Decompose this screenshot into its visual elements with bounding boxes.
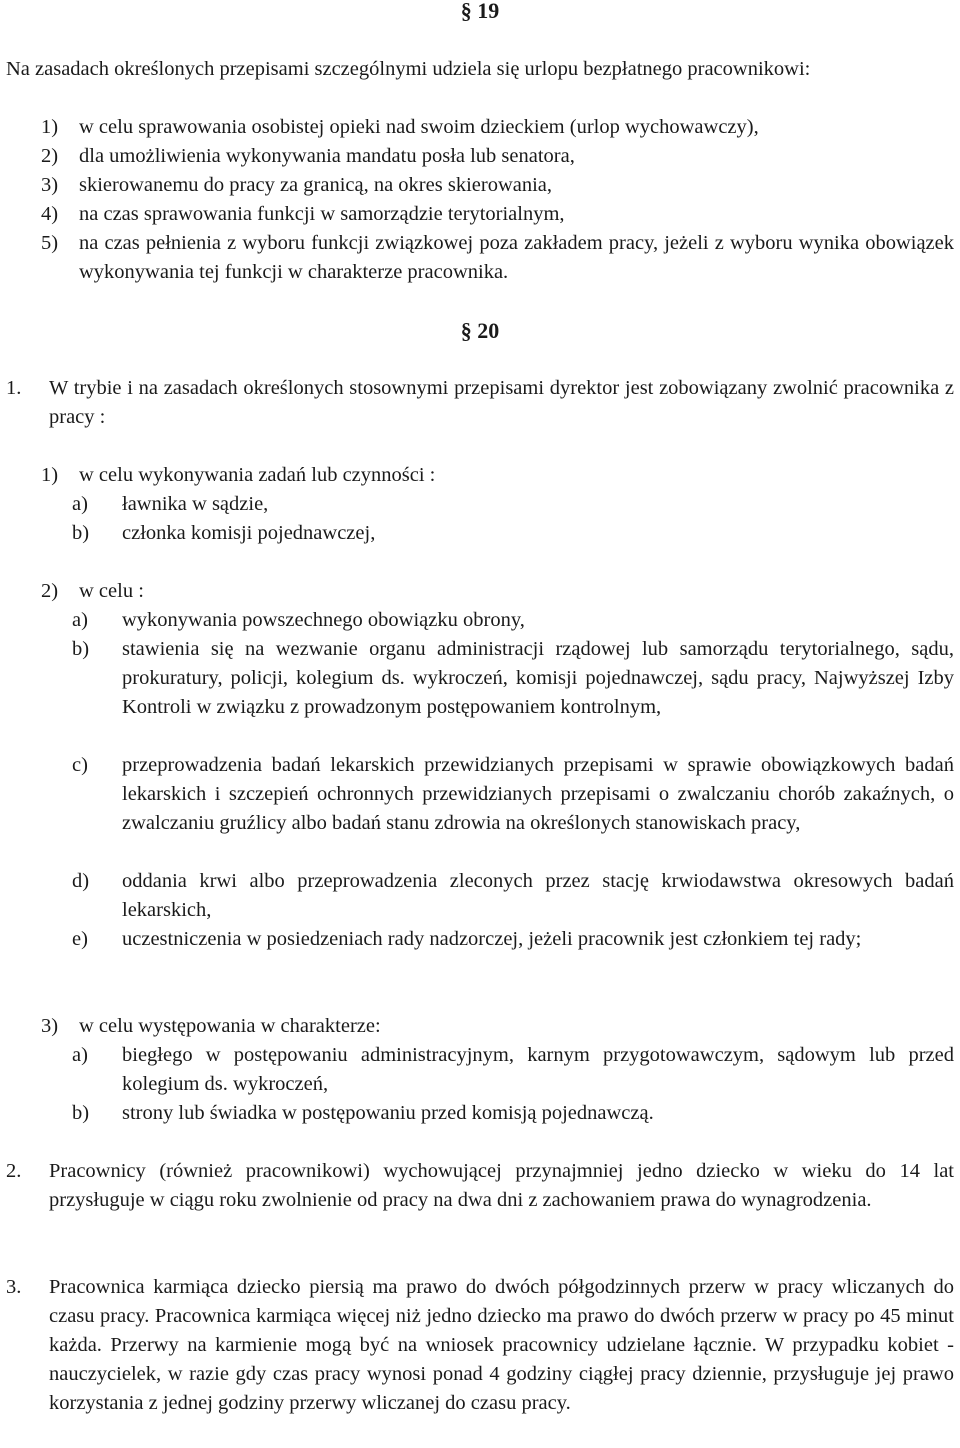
list-item <box>0 461 960 490</box>
item-text: na czas pełnienia z wyboru funkcji związkowej poza zakładem pracy, jeżeli z wyboru wynika obowiązek wykonywania tej funkcji w charakterze pracownika. <box>79 232 954 283</box>
item-number: 3) <box>41 174 59 196</box>
paragraph-number: 2. <box>6 1160 22 1182</box>
sub-item-letter: a) <box>72 493 88 515</box>
list-item <box>0 229 960 287</box>
sub-item <box>0 635 960 751</box>
item-number: 5) <box>41 232 59 254</box>
sub-item <box>0 925 960 983</box>
item-text: w celu występowania w charakterze: <box>79 1015 381 1037</box>
item-text: skierowanemu do pracy za granicą, na okres skierowania, <box>79 174 553 196</box>
sub-item <box>0 867 960 925</box>
item-number: 4) <box>41 203 59 225</box>
list-item <box>0 577 960 606</box>
sub-item <box>0 1099 960 1128</box>
item-number: 2) <box>41 145 59 167</box>
item-text: na czas sprawowania funkcji w samorządzie terytorialnym, <box>79 203 565 225</box>
item-number: 1) <box>41 464 59 486</box>
sub-item-letter: b) <box>72 1102 90 1124</box>
item-number: 3) <box>41 1015 59 1037</box>
sub-item-letter: b) <box>72 522 90 544</box>
section-19-intro: Na zasadach określonych przepisami szczególnymi udziela się urlopu bezpłatnego pracownikowi: <box>6 58 811 80</box>
paragraph-2 <box>0 1157 960 1244</box>
paragraph-text: Pracownica karmiąca dziecko piersią ma prawo do dwóch półgodzinnych przerw w pracy wliczanych do czasu pracy. Pracownica karmiąca więcej niż jedno dziecko ma prawo do dwóch przerw w pracy po 45 minut każda. Przerwy na karmienie mogą być na wniosek pracownicy udzielane łącznie. W przypadku kobiet - nauczycielek, w razie gdy czas pracy wynosi ponad 4 godziny ciągłej pracy dziennie, przysługuje jej prawo korzystania z jednej godziny przerwy wliczanej do czasu pracy. <box>49 1276 954 1414</box>
sub-item <box>0 751 960 867</box>
sub-item-text: członka komisji pojednawczej, <box>122 522 376 544</box>
sub-item-letter: a) <box>72 609 88 631</box>
sub-item <box>0 519 960 548</box>
list-item <box>0 142 960 171</box>
list-item <box>0 200 960 229</box>
sub-item-text: ławnika w sądzie, <box>122 493 269 515</box>
item-text: dla umożliwienia wykonywania mandatu posła lub senatora, <box>79 145 575 167</box>
item-number: 1) <box>41 116 59 138</box>
sub-item-letter: b) <box>72 638 90 660</box>
sub-item <box>0 606 960 635</box>
paragraph-text: Pracownicy (również pracownikowi) wychowującej przynajmniej jedno dziecko w wieku do 14 lat przysługuje w ciągu roku zwolnienie od pracy na dwa dni z zachowaniem prawa do wynagrodzenia. <box>49 1160 954 1211</box>
paragraph-number: 1. <box>6 377 22 399</box>
item-number: 2) <box>41 580 59 602</box>
sub-item-text: uczestniczenia w posiedzeniach rady nadzorczej, jeżeli pracownik jest członkiem tej rady; <box>122 928 862 950</box>
sub-item-letter: e) <box>72 928 88 950</box>
section-20-heading: § 20 <box>460 318 500 343</box>
sub-item-letter: d) <box>72 870 90 892</box>
item-text: w celu sprawowania osobistej opieki nad swoim dzieckiem (urlop wychowawczy), <box>79 116 759 138</box>
sub-item-text: stawienia się na wezwanie organu administracji rządowej lub samorządu terytorialnego, sądu, prokuratury, policji, kolegium ds. wykroczeń, komisji pojednawczej, sądu pracy, Najwyższej Izby Kontroli w związku z prowadzonym postępowaniem kontrolnym, <box>122 638 954 718</box>
list-item <box>0 113 960 142</box>
sub-item-text: strony lub świadka w postępowaniu przed komisją pojednawczą. <box>122 1102 654 1124</box>
sub-item <box>0 1041 960 1099</box>
section-19-heading: § 19 <box>460 0 500 23</box>
list-item <box>0 1012 960 1041</box>
paragraph-1 <box>0 374 960 432</box>
paragraph-number: 3. <box>6 1276 22 1298</box>
item-text: w celu wykonywania zadań lub czynności : <box>79 464 436 486</box>
paragraph-3 <box>0 1273 960 1447</box>
list-item <box>0 171 960 200</box>
sub-item-text: przeprowadzenia badań lekarskich przewidzianych przepisami w sprawie obowiązkowych badań lekarskich i szczepień ochronnych przewidzianych przepisami o zwalczaniu chorób zakaźnych, o zwalczaniu gruźlicy albo badań stanu zdrowia na określonych stanowiskach pracy, <box>122 754 954 834</box>
sub-item-text: oddania krwi albo przeprowadzenia zleconych przez stację krwiodawstwa okresowych badań lekarskich, <box>122 870 954 921</box>
sub-item <box>0 490 960 519</box>
sub-item-letter: a) <box>72 1044 88 1066</box>
sub-item-text: wykonywania powszechnego obowiązku obrony, <box>122 609 525 631</box>
item-text: w celu : <box>79 580 144 602</box>
sub-item-text: biegłego w postępowaniu administracyjnym, karnym przygotowawczym, sądowym lub przed kolegium ds. wykroczeń, <box>122 1044 954 1095</box>
sub-item-letter: c) <box>72 754 88 776</box>
paragraph-text: W trybie i na zasadach określonych stosownymi przepisami dyrektor jest zobowiązany zwolnić pracownika z pracy : <box>49 377 954 428</box>
